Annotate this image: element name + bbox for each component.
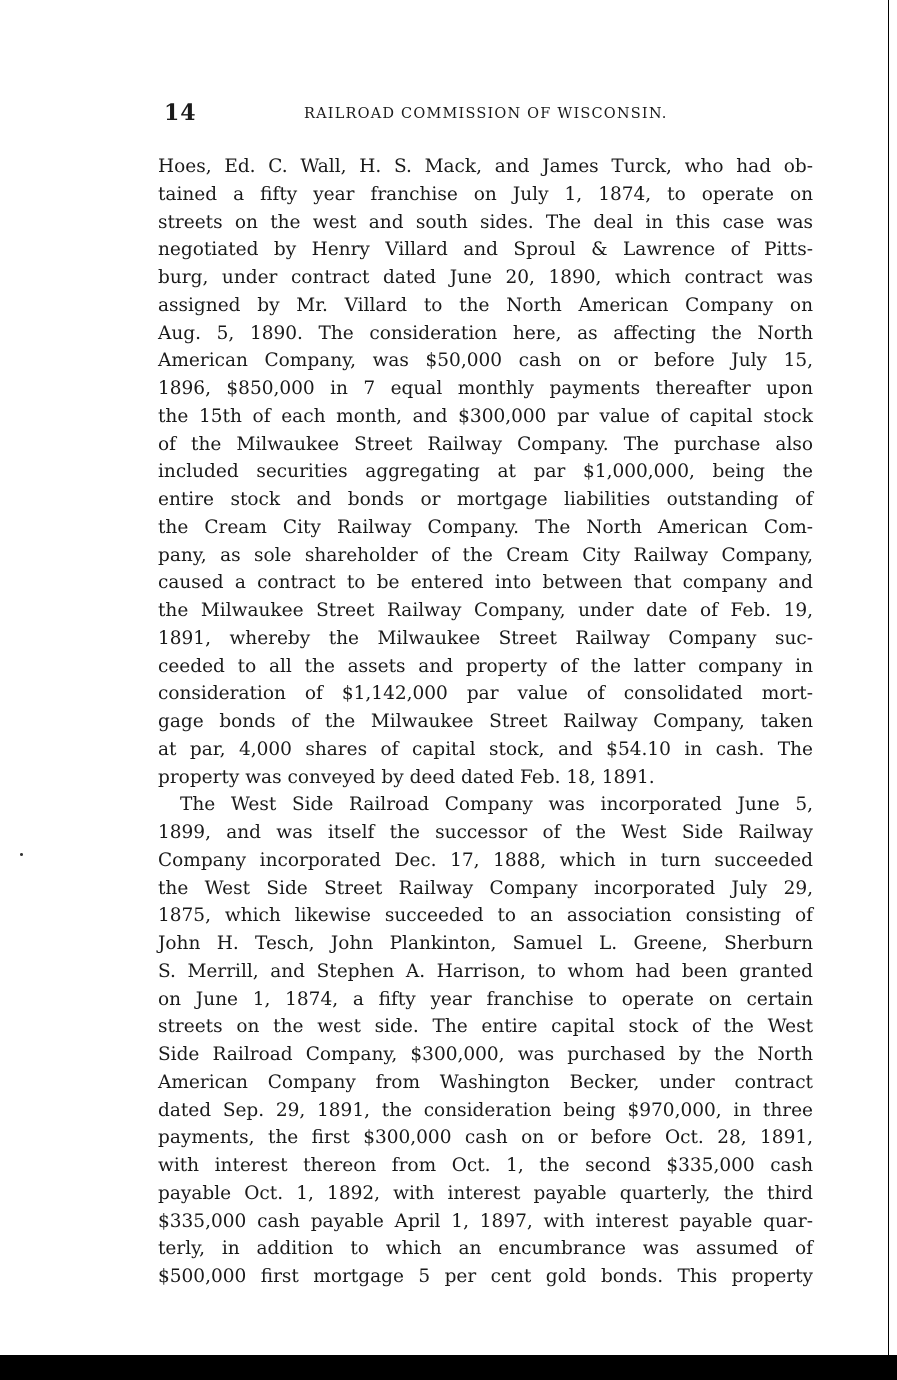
text-line: entire stock and bonds or mortgage liabilities outstanding of [158, 489, 813, 510]
text-line: with interest thereon from Oct. 1, the second $335,000 cash [158, 1155, 813, 1176]
paragraph-end-line: property was conveyed by deed dated Feb. 18, 1891. [158, 766, 655, 788]
text-line: $335,000 cash payable April 1, 1897, with interest payable quar- [158, 1210, 813, 1232]
text-line: dated Sep. 29, 1891, the consideration being $970,000, in three [158, 1099, 813, 1121]
running-head: RAILROAD COMMISSION OF WISCONSIN. [304, 106, 668, 122]
page-number: 14 [164, 100, 197, 126]
text-line: consideration of $1,142,000 par value of consolidated mort- [158, 683, 813, 705]
text-line: payments, the first $300,000 cash on or before Oct. 28, 1891, [158, 1127, 813, 1149]
text-line: $500,000 first mortgage 5 per cent gold bonds. This property [158, 1266, 813, 1287]
text-line: the West Side Street Railway Company incorporated July 29, [158, 877, 813, 899]
text-line: Company incorporated Dec. 17, 1888, which in turn succeeded [158, 849, 813, 871]
text-line: at par, 4,000 shares of capital stock, and $54.10 in cash. The [158, 738, 813, 760]
text-line: S. Merrill, and Stephen A. Harrison, to whom had been granted [158, 960, 813, 982]
text-line: John H. Tesch, John Plankinton, Samuel L. Greene, Sherburn [158, 933, 813, 954]
text-line: caused a contract to be entered into between that company and [158, 572, 813, 594]
text-line: the Cream City Railway Company. The North American Com- [158, 516, 813, 538]
text-line: streets on the west and south sides. The deal in this case was [158, 211, 813, 233]
body-text [158, 153, 813, 1291]
text-line: pany, as sole shareholder of the Cream City Railway Company, [158, 544, 813, 566]
text-line: of the Milwaukee Street Railway Company. The purchase also [158, 433, 813, 455]
text-line: the 15th of each month, and $300,000 par value of capital stock [158, 405, 813, 427]
text-line: the Milwaukee Street Railway Company, under date of Feb. 19, [158, 600, 813, 621]
text-line: terly, in addition to which an encumbrance was assumed of [158, 1238, 813, 1260]
text-line: gage bonds of the Milwaukee Street Railway Company, taken [158, 711, 813, 732]
text-line: burg, under contract dated June 20, 1890, which contract was [158, 267, 813, 288]
paragraph-start-line: The West Side Railroad Company was incorporated June 5, [180, 794, 813, 816]
text-line: payable Oct. 1, 1892, with interest payable quarterly, the third [158, 1182, 813, 1204]
text-line: ceeded to all the assets and property of the latter company in [158, 655, 813, 677]
text-line: tained a fifty year franchise on July 1, 1874, to operate on [158, 183, 813, 205]
text-line: American Company, was $50,000 cash on or before July 15, [158, 350, 813, 372]
text-line: American Company from Washington Becker, under contract [158, 1071, 813, 1093]
text-line: 1899, and was itself the successor of the West Side Railway [158, 822, 813, 843]
text-line: streets on the west side. The entire capital stock of the West [158, 1016, 813, 1038]
scan-speck [20, 853, 23, 856]
text-line: 1875, which likewise succeeded to an association consisting of [158, 905, 813, 927]
text-line: 1891, whereby the Milwaukee Street Railway Company suc- [158, 627, 813, 649]
text-line: Aug. 5, 1890. The consideration here, as affecting the North [158, 322, 813, 344]
text-line: 1896, $850,000 in 7 equal monthly payments thereafter upon [158, 378, 813, 399]
scan-edge-bottom [0, 1355, 897, 1380]
text-line: Side Railroad Company, $300,000, was purchased by the North [158, 1044, 813, 1065]
text-line: negotiated by Henry Villard and Sproul & Lawrence of Pitts- [158, 239, 813, 261]
text-line: Hoes, Ed. C. Wall, H. S. Mack, and James Turck, who had ob- [158, 156, 813, 177]
text-line: on June 1, 1874, a fifty year franchise to operate on certain [158, 988, 813, 1010]
text-line: assigned by Mr. Villard to the North American Company on [158, 294, 813, 316]
scan-edge-right [888, 0, 889, 1355]
text-line: included securities aggregating at par $1,000,000, being the [158, 461, 813, 483]
